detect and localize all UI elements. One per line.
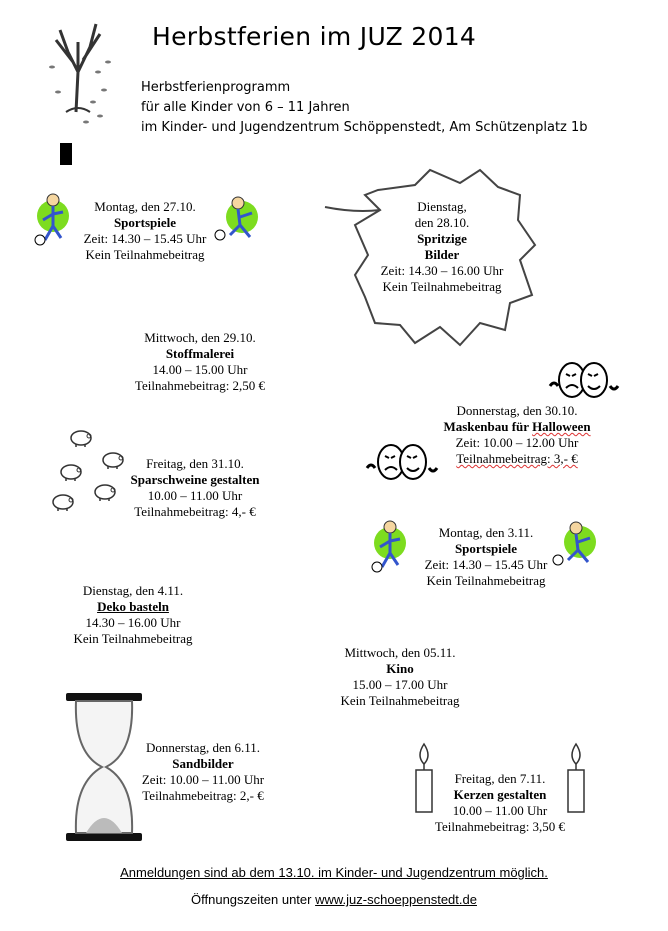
event-activity: Bilder [424, 247, 460, 262]
event-activity: Stoffmalerei [165, 346, 235, 361]
event-fee: Kein Teilnahmebeitrag [85, 247, 205, 262]
event-sparschweine [120, 456, 270, 520]
event-date: Donnerstag, den 6.11. [146, 740, 260, 755]
soccer-player-icon [370, 517, 410, 577]
event-fee: Kein Teilnahmebeitrag [382, 279, 502, 294]
event-time: Zeit: 10.00 – 11.00 Uhr [141, 772, 265, 787]
opening-hours-prefix: Öffnungszeiten unter [191, 892, 316, 907]
event-activity-part: Halloween [532, 419, 591, 434]
black-block [60, 143, 72, 165]
event-time: 14.30 – 16.00 Uhr [85, 615, 181, 630]
event-date: Mittwoch, den 29.10. [144, 330, 256, 345]
event-fee: Kein Teilnahmebeitrag [340, 693, 460, 708]
event-fee: Kein Teilnahmebeitrag [73, 631, 193, 646]
hourglass-icon [64, 693, 144, 843]
intro-line: für alle Kinder von 6 – 11 Jahren [141, 100, 350, 115]
event-activity: Sportspiele [454, 541, 518, 556]
event-deko-basteln [63, 583, 203, 647]
event-activity-part: Maskenbau für [443, 419, 533, 434]
theatre-masks-icon [365, 442, 445, 484]
event-fee: Teilnahmebeitrag: 4,- € [134, 504, 256, 519]
event-time: Zeit: 10.00 – 12.00 Uhr [455, 435, 579, 450]
event-time: 15.00 – 17.00 Uhr [352, 677, 448, 692]
theatre-masks-icon [548, 360, 628, 402]
event-time: Zeit: 14.30 – 15.45 Uhr [83, 231, 207, 246]
event-fee: Kein Teilnahmebeitrag [426, 573, 546, 588]
event-date: den 28.10. [414, 215, 470, 230]
event-stoffmalerei [125, 330, 275, 394]
soccer-player-icon [212, 195, 260, 245]
event-time: Zeit: 14.30 – 15.45 Uhr [424, 557, 548, 572]
intro-text [141, 78, 588, 138]
event-sportspiele-2 [416, 525, 556, 589]
event-date: Mittwoch, den 05.11. [344, 645, 456, 660]
event-sandbilder [133, 740, 273, 804]
event-fee: Teilnahmebeitrag: 3,- € [456, 451, 578, 466]
event-date: Dienstag, [417, 199, 467, 214]
autumn-tree-icon [38, 12, 118, 132]
event-time: 10.00 – 11.00 Uhr [452, 803, 548, 818]
soccer-player-icon [550, 520, 598, 570]
event-date: Montag, den 3.11. [438, 525, 534, 540]
event-activity: Deko basteln [97, 599, 169, 614]
piggy-bank-icon [68, 428, 94, 448]
event-fee: Teilnahmebeitrag: 2,- € [142, 788, 264, 803]
event-activity: Sparschweine gestalten [130, 472, 260, 487]
event-kino [330, 645, 470, 709]
event-sportspiele [80, 199, 210, 263]
event-activity: Kino [386, 661, 414, 676]
event-fee: Teilnahmebeitrag: 3,50 € [434, 819, 566, 834]
event-time: 14.00 – 15.00 Uhr [152, 362, 248, 377]
event-kerzen [430, 771, 570, 835]
event-date: Dienstag, den 4.11. [82, 583, 184, 598]
event-activity: Sandbilder [172, 756, 234, 771]
event-time: 10.00 – 11.00 Uhr [147, 488, 243, 503]
website-link[interactable]: www.juz-schoeppenstedt.de [315, 892, 477, 907]
intro-line: Herbstferienprogramm [141, 80, 291, 95]
event-date: Donnerstag, den 30.10. [456, 403, 578, 418]
page-title: Herbstferien im JUZ 2014 [152, 22, 477, 51]
intro-line: im Kinder- und Jugendzentrum Schöppenstedt, Am Schützenplatz 1b [141, 120, 588, 135]
soccer-player-icon [33, 190, 73, 250]
event-fee: Teilnahmebeitrag: 2,50 € [134, 378, 266, 393]
registration-note: Anmeldungen sind ab dem 13.10. im Kinder- und Jugendzentrum möglich. [120, 865, 548, 880]
opening-hours [0, 892, 668, 907]
event-activity: Spritzige [417, 231, 467, 246]
event-activity [432, 419, 602, 435]
event-activity: Sportspiele [113, 215, 177, 230]
event-date: Freitag, den 31.10. [146, 456, 244, 471]
event-maskenbau [432, 403, 602, 467]
event-activity: Kerzen gestalten [453, 787, 547, 802]
piggy-bank-icon [92, 482, 118, 502]
event-time: Zeit: 14.30 – 16.00 Uhr [380, 263, 504, 278]
piggy-bank-icon [58, 462, 84, 482]
event-date: Montag, den 27.10. [94, 199, 196, 214]
piggy-bank-icon [50, 492, 76, 512]
event-date: Freitag, den 7.11. [454, 771, 546, 786]
event-spritzige-bilder [376, 199, 508, 295]
